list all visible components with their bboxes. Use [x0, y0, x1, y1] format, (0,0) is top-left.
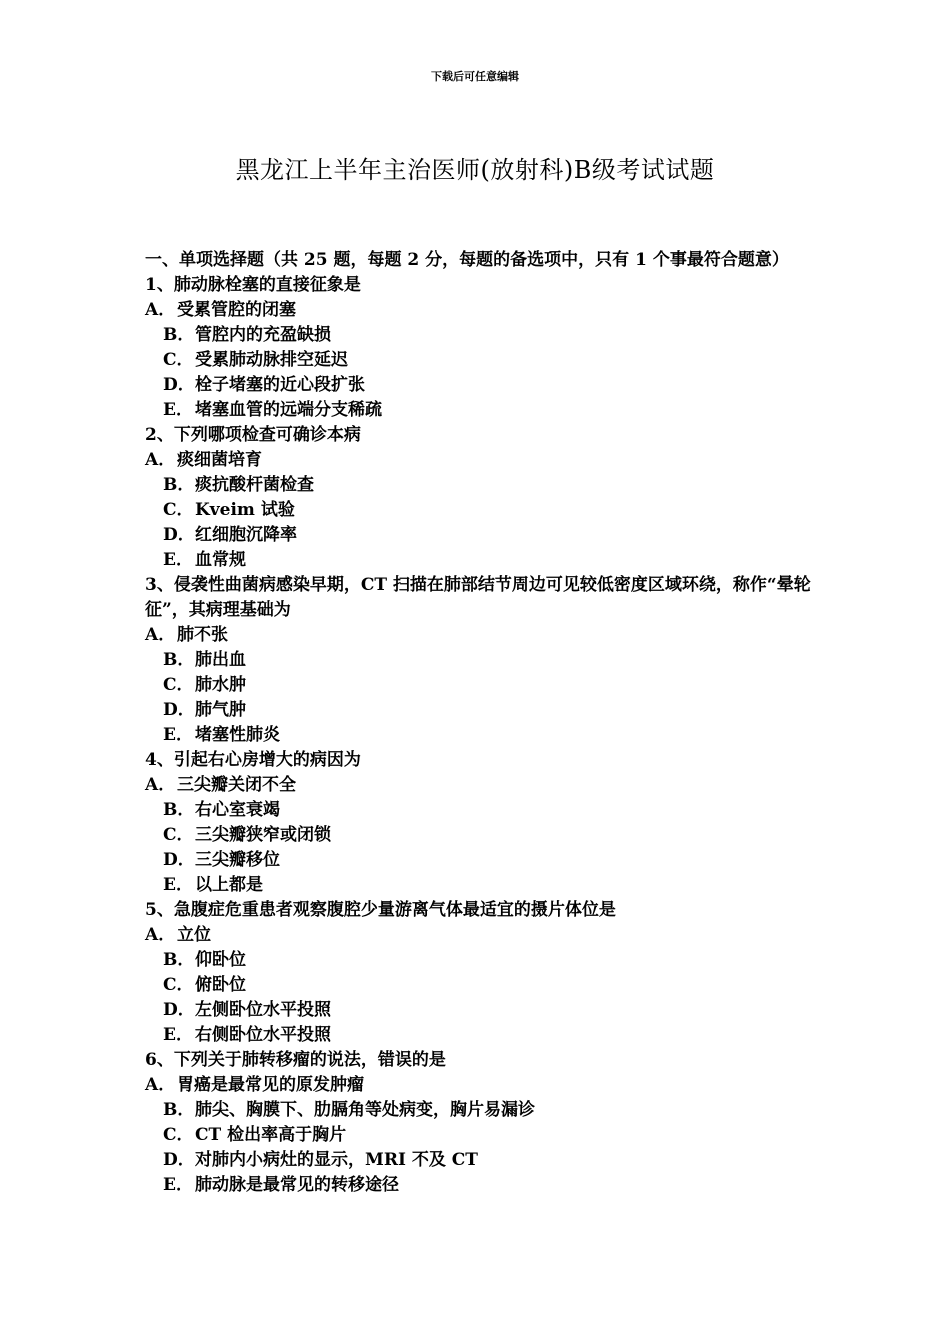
question-stem: 5、急腹症危重患者观察腹腔少量游离气体最适宜的摄片体位是: [145, 900, 616, 920]
option-letter: B．: [163, 1100, 195, 1120]
option-text: 堵塞性肺炎: [195, 725, 280, 745]
option-letter: E．: [163, 725, 193, 745]
question-stem: 1、肺动脉栓塞的直接征象是: [145, 275, 361, 295]
option-e: [145, 548, 815, 573]
option-text: 栓子堵塞的近心段扩张: [195, 375, 365, 395]
option-b: [145, 648, 815, 673]
question-stem: 6、下列关于肺转移瘤的说法，错误的是: [145, 1050, 446, 1070]
option-b: [145, 948, 815, 973]
option-b: [145, 473, 815, 498]
option-text: 立位: [177, 925, 211, 945]
option-text: 堵塞血管的远端分支稀疏: [195, 400, 382, 420]
option-b: [145, 798, 815, 823]
option-d: [145, 1148, 815, 1173]
option-e: [145, 873, 815, 898]
option-letter: D．: [163, 1000, 195, 1020]
option-d: [145, 848, 815, 873]
option-text: 仰卧位: [195, 950, 246, 970]
option-letter: B．: [163, 325, 195, 345]
option-e: [145, 1023, 815, 1048]
option-letter: C．: [163, 350, 194, 370]
question-block: [145, 573, 815, 748]
option-letter: E．: [163, 550, 193, 570]
option-letter: E．: [163, 1025, 193, 1045]
option-text: 肺不张: [177, 625, 228, 645]
option-letter: C．: [163, 1125, 194, 1145]
option-letter: A．: [145, 775, 176, 795]
question-stem: 3、侵袭性曲菌病感染早期，CT 扫描在肺部结节周边可见较低密度区域环绕，称作“晕轮征”，其病理基础为: [145, 575, 811, 620]
option-a: [145, 623, 815, 648]
option-text: 肺水肿: [195, 675, 246, 695]
option-letter: D．: [163, 375, 195, 395]
option-letter: A．: [145, 925, 176, 945]
option-text: 管腔内的充盈缺损: [195, 325, 331, 345]
option-letter: D．: [163, 1150, 195, 1170]
option-letter: E．: [163, 1175, 193, 1195]
option-letter: D．: [163, 850, 195, 870]
option-c: [145, 348, 815, 373]
exam-content: [145, 248, 815, 1198]
option-e: [145, 1173, 815, 1198]
option-e: [145, 723, 815, 748]
option-text: 俯卧位: [195, 975, 246, 995]
option-text: 右心室衰竭: [195, 800, 280, 820]
option-text: CT 检出率高于胸片: [195, 1125, 347, 1145]
option-c: [145, 823, 815, 848]
question-block: [145, 898, 815, 1048]
option-letter: C．: [163, 825, 194, 845]
option-text: 痰抗酸杆菌检查: [195, 475, 314, 495]
option-text: 三尖瓣狭窄或闭锁: [195, 825, 331, 845]
option-text: 肺出血: [195, 650, 246, 670]
option-c: [145, 673, 815, 698]
header-note: 下载后可任意编辑: [431, 70, 519, 83]
option-letter: C．: [163, 500, 194, 520]
option-a: [145, 448, 815, 473]
option-letter: A．: [145, 450, 176, 470]
question-block: [145, 423, 815, 573]
option-a: [145, 298, 815, 323]
option-d: [145, 373, 815, 398]
option-text: 痰细菌培育: [177, 450, 262, 470]
option-letter: C．: [163, 675, 194, 695]
option-letter: A．: [145, 625, 176, 645]
option-letter: D．: [163, 700, 195, 720]
option-e: [145, 398, 815, 423]
option-letter: A．: [145, 300, 176, 320]
option-letter: E．: [163, 400, 193, 420]
option-text: 对肺内小病灶的显示，MRI 不及 CT: [195, 1150, 478, 1170]
option-c: [145, 973, 815, 998]
option-letter: B．: [163, 800, 195, 820]
option-text: 胃癌是最常见的原发肿瘤: [177, 1075, 364, 1095]
option-b: [145, 323, 815, 348]
option-letter: A．: [145, 1075, 176, 1095]
option-text: 红细胞沉降率: [195, 525, 297, 545]
option-c: [145, 498, 815, 523]
option-text: 右侧卧位水平投照: [195, 1025, 331, 1045]
option-d: [145, 698, 815, 723]
option-text: 受累肺动脉排空延迟: [195, 350, 348, 370]
option-letter: D．: [163, 525, 195, 545]
option-letter: E．: [163, 875, 193, 895]
option-c: [145, 1123, 815, 1148]
option-text: 血常规: [195, 550, 246, 570]
option-d: [145, 998, 815, 1023]
question-block: [145, 1048, 815, 1198]
question-stem: 2、下列哪项检查可确诊本病: [145, 425, 361, 445]
option-text: 左侧卧位水平投照: [195, 1000, 331, 1020]
option-text: 以上都是: [195, 875, 263, 895]
question-stem: 4、引起右心房增大的病因为: [145, 750, 361, 770]
question-block: [145, 748, 815, 898]
option-letter: B．: [163, 650, 195, 670]
option-text: Kveim 试验: [195, 500, 295, 520]
document-title: 黑龙江上半年主治医师(放射科)B级考试试题: [235, 156, 715, 184]
option-text: 受累管腔的闭塞: [177, 300, 296, 320]
option-text: 肺气肿: [195, 700, 246, 720]
option-text: 肺动脉是最常见的转移途径: [195, 1175, 399, 1195]
option-a: [145, 923, 815, 948]
option-a: [145, 773, 815, 798]
option-text: 三尖瓣移位: [195, 850, 280, 870]
option-letter: B．: [163, 475, 195, 495]
option-letter: B．: [163, 950, 195, 970]
option-b: [145, 1098, 815, 1123]
option-a: [145, 1073, 815, 1098]
option-text: 肺尖、胸膜下、肋膈角等处病变，胸片易漏诊: [195, 1100, 535, 1120]
option-text: 三尖瓣关闭不全: [177, 775, 296, 795]
question-block: [145, 273, 815, 423]
section-heading: 一、单项选择题（共 25 题，每题 2 分，每题的备选项中，只有 1 个事最符合题意）: [145, 250, 789, 270]
option-letter: C．: [163, 975, 194, 995]
option-d: [145, 523, 815, 548]
